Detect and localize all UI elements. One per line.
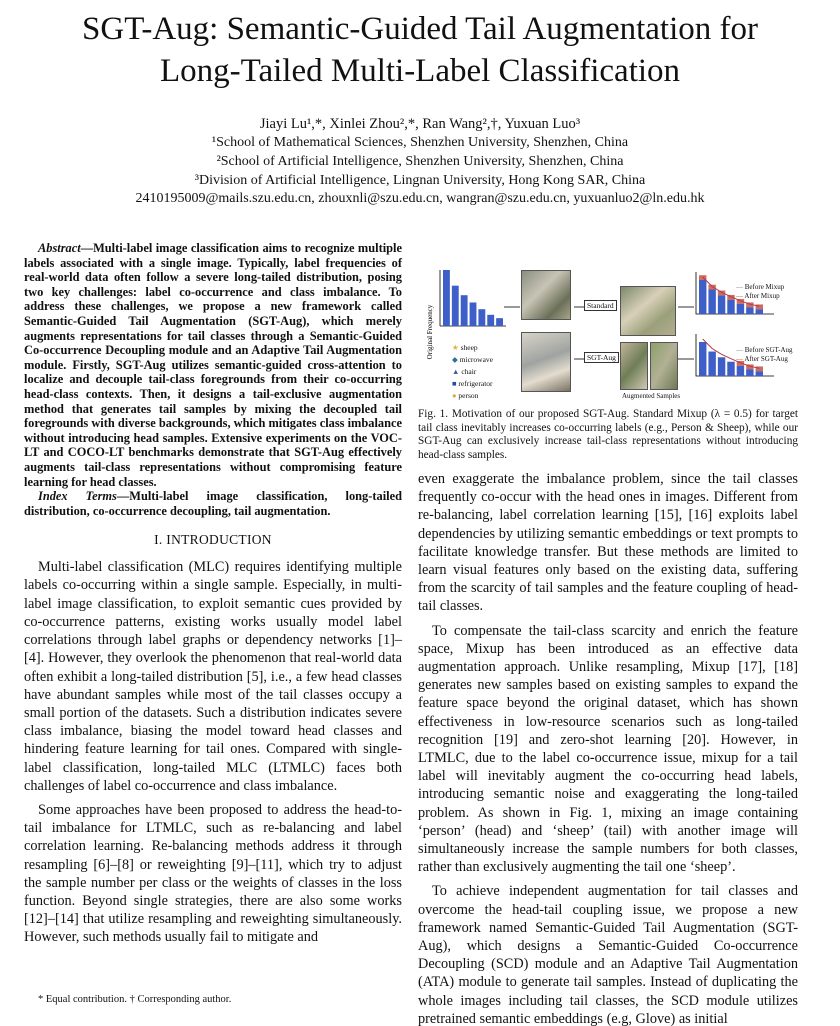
bar-augment-bottom-result-6 — [756, 366, 763, 371]
abstract-lead: Abstract — [38, 241, 81, 255]
bar-top-result-6 — [756, 309, 763, 314]
bar-top-result-4 — [737, 304, 744, 314]
legend-after-mixup — [736, 292, 780, 300]
title-line-1: SGT-Aug: Semantic-Guided Tail Augmentation for — [82, 11, 758, 47]
affiliation-3: ³Division of Artificial Intelligence, Lingnan University, Hong Kong SAR, China — [194, 173, 646, 188]
index-terms — [24, 489, 402, 518]
bar-top-result-3 — [727, 300, 734, 314]
legend-label: sheep — [460, 343, 478, 352]
author-emails: 2410195009@mails.szu.edu.cn, zhouxnli@szu.edu.cn, wangran@szu.edu.cn, yuxuanluo2@ln.edu.hk — [135, 191, 705, 206]
bar-main-6 — [496, 318, 503, 326]
legend-label: person — [458, 391, 479, 400]
source-image-sheep — [521, 270, 571, 320]
bar-top-result-1 — [708, 290, 715, 314]
dash-icon: — — [736, 283, 743, 291]
square-icon: ■ — [452, 379, 457, 388]
bar-main-0 — [443, 270, 450, 326]
bar-main-5 — [487, 315, 494, 326]
intro-paragraph-2: Some approaches have been proposed to address the head-to-tail imbalance for LTMLC, such as re-balancing and label correlation learning. Re-balancing methods address it through resampling [6]–[8] or reweighting [9]–[11], which try to adjust the sample number per class or the weights of classes in the loss function. Beyond single strategies, there are also some works [12]–[14] that utilize resampling and reweighting simultaneously. However, such methods usually fail to mitigate and — [24, 801, 402, 946]
legend-before-mixup — [736, 283, 784, 291]
label-before-mixup: Before Mixup — [744, 283, 785, 291]
bar-bottom-result-4 — [737, 366, 744, 376]
introduction-right — [418, 470, 798, 1026]
bar-main-2 — [461, 295, 468, 326]
label-before-sgt: Before SGT-Aug — [744, 346, 793, 354]
left-column — [24, 241, 402, 953]
figure-1-caption: Fig. 1. Motivation of our proposed SGT-Aug. Standard Mixup (λ = 0.5) for target tail class inevitably increases co-occurring labels (e.g., Person & Sheep), while our SGT-Aug can exclusively increase tail-class representations without introducing head-class samples. — [418, 408, 798, 461]
legend-item-sheep — [452, 342, 493, 354]
legend-item-chair — [452, 366, 493, 378]
standard-box: Standard — [584, 300, 617, 311]
dash-icon: — — [736, 346, 743, 354]
affiliation-1: ¹School of Mathematical Sciences, Shenzhen University, Shenzhen, China — [211, 135, 629, 150]
label-after-mixup: After Mixup — [744, 292, 780, 300]
bar-main-1 — [452, 286, 459, 326]
sgtaug-box: SGT-Aug — [584, 352, 619, 363]
legend-item-microwave — [452, 354, 493, 366]
intro-paragraph-1: Multi-label classification (MLC) requires identifying multiple labels co-occurring within a single sample. Especially, in multi-label image classification, to exploit semantic cues provided by co-occurrence patterns, existing works usually model label correlations through label graphs or dependency networks [1]–[4]. However, they overlook the phenomenon that real-world data often exhibit a long-tailed distribution [5], i.e., a few head classes have abundant samples while most of the tail classes occupy a small portion of the datasets. Such a distribution indicates severe class imbalance, biasing the model toward head classes and hindering feature learning for tail ones. Compared with single-label classification, long-tailed MLC (LTMLC) faces both challenges of label co-occurrence and class imbalance. — [24, 559, 402, 794]
dash-icon: — — [736, 355, 743, 363]
augmented-samples-label: Augmented Samples — [622, 392, 681, 400]
legend-item-person — [452, 390, 493, 402]
bar-top-result-0 — [699, 280, 706, 314]
intro-paragraph-3: even exaggerate the imbalance problem, since the tail classes frequently co-occur with the head ones in images. Different from re-balancing, label correlation learning [15], [16] exploits label dependencies by utilizing semantic embeddings or text prompts to facilitate knowledge transfer. But these methods are limited to learn visual features only based on the existing data, suffering from the scarcity of tail samples and the feature coupling of head-tail classes. — [418, 471, 798, 615]
bar-main-4 — [478, 309, 485, 326]
legend-item-refrigerator — [452, 378, 493, 390]
circle-icon: ● — [452, 391, 457, 400]
bar-bottom-result-0 — [699, 342, 706, 376]
diamond-icon: ◆ — [452, 355, 458, 364]
bar-bottom-result-5 — [746, 369, 753, 376]
bar-bottom-result-1 — [708, 352, 715, 376]
figure-1 — [424, 262, 802, 404]
legend-label: refrigerator — [458, 379, 493, 388]
index-terms-lead: Index Terms — [38, 489, 117, 504]
triangle-icon: ▲ — [452, 367, 460, 376]
abstract-text: —Multi-label image classification aims to recognize multiple labels associated with a single image. Typically, label frequencies of real-world data often follow a severe long-tailed distribution, posing two key challenges: label co-occurrence and class imbalance. To address these challenges, we propose a new framework called Semantic-Guided Tail Augmentation (SGT-Aug), which merely augments representations for tail classes through a Semantic-Guided Co-occurrence Decoupling module and an Adaptive Tail Augmentation module. Firstly, SGT-Aug utilizes semantic-guided cross-attention to localize and decouple tail-class foregrounds from their co-occurring head-class contexts. Then, it designs a tail-exclusive augmentation method that generates tail samples by mixing the decoupled tail foregrounds with diverse backgrounds, which mitigates class imbalance without introducing head samples. Extensive experiments on the VOC-LT and COCO-LT benchmarks demonstrate that SGT-Aug effectively augments tail-class representations without compromising feature learning for head classes. — [24, 241, 402, 489]
bar-top-result-5 — [746, 307, 753, 314]
intro-paragraph-5: To achieve independent augmentation for tail classes and overcome the head-tail coupling issue, we propose a new framework named Semantic-Guided Tail Augmentation (SGT-Aug), which designs a Semantic-Guided Co-occurrence Decoupling (SCD) module and an Adaptive Tail Augmentation (ATA) module to generate tail samples. Instead of duplicating the whole images including tail classes, the SCD module utilizes pretrained semantic embeddings (e.g, Glove) as initial — [418, 883, 798, 1026]
paper-title — [0, 8, 840, 92]
figure-legend — [452, 342, 493, 402]
figure-ylabel: Original Frequency — [426, 304, 434, 360]
bar-bottom-result-3 — [727, 362, 734, 376]
bar-bottom-result-2 — [718, 357, 725, 376]
dash-icon: — — [736, 292, 743, 300]
affiliation-2: ²School of Artificial Intelligence, Shenzhen University, Shenzhen, China — [216, 154, 624, 169]
legend-after-sgt — [736, 355, 788, 363]
label-after-sgt: After SGT-Aug — [744, 355, 788, 363]
title-line-2: Long-Tailed Multi-Label Classification — [159, 53, 681, 89]
abstract — [24, 241, 402, 489]
footnote: * Equal contribution. † Corresponding author. — [38, 994, 232, 1005]
frequency-bars — [443, 270, 503, 326]
author-list: Jiayi Lu¹,*, Xinlei Zhou²,*, Ran Wang²,†, Yuxuan Luo³ — [259, 116, 581, 132]
intro-paragraph-4: To compensate the tail-class scarcity and enrich the feature space, Mixup has been introduced as an effective data augmentation approach. Unlike resampling, Mixup [17], [18] generates new samples based on existing samples to expand the feature space beyond the original dataset, which has shown effectiveness in low-resource scenarios such as long-tailed recognition [19] and zero-shot learning [20]. However, in LTMLC, due to the label co-occurrence issue, mixup for a tail label will inevitably augment the co-occurring head labels, introducing semantic noise and exaggerating the long-tailed problem. As shown in Fig. 1, mixing an image containing ‘person’ (head) and ‘sheep’ (tail) with another image will simultaneously increase the sample numbers for both classes, rather than exclusively augmenting the tail one ‘sheep’. — [418, 622, 798, 876]
standard-mixup-image — [620, 286, 676, 336]
source-image-person — [521, 332, 571, 392]
star-icon: ★ — [452, 343, 459, 352]
bar-main-3 — [470, 302, 477, 326]
section-heading-introduction: I. INTRODUCTION — [154, 532, 272, 548]
legend-label: chair — [461, 367, 477, 376]
bar-top-result-2 — [718, 295, 725, 314]
bar-bottom-result-6 — [756, 371, 763, 376]
index-terms-text: —Multi-label image classification, long-tailed distribution, co-occurrence decoupling, tail augmentation. — [24, 489, 402, 518]
augmented-sample-2 — [650, 342, 678, 390]
bar-augment-top-result-6 — [756, 304, 763, 309]
bar-augment-top-result-1 — [708, 285, 715, 290]
introduction-left — [24, 558, 402, 946]
augmented-sample-1 — [620, 342, 648, 390]
legend-before-sgt — [736, 346, 793, 354]
legend-label: microwave — [459, 355, 493, 364]
